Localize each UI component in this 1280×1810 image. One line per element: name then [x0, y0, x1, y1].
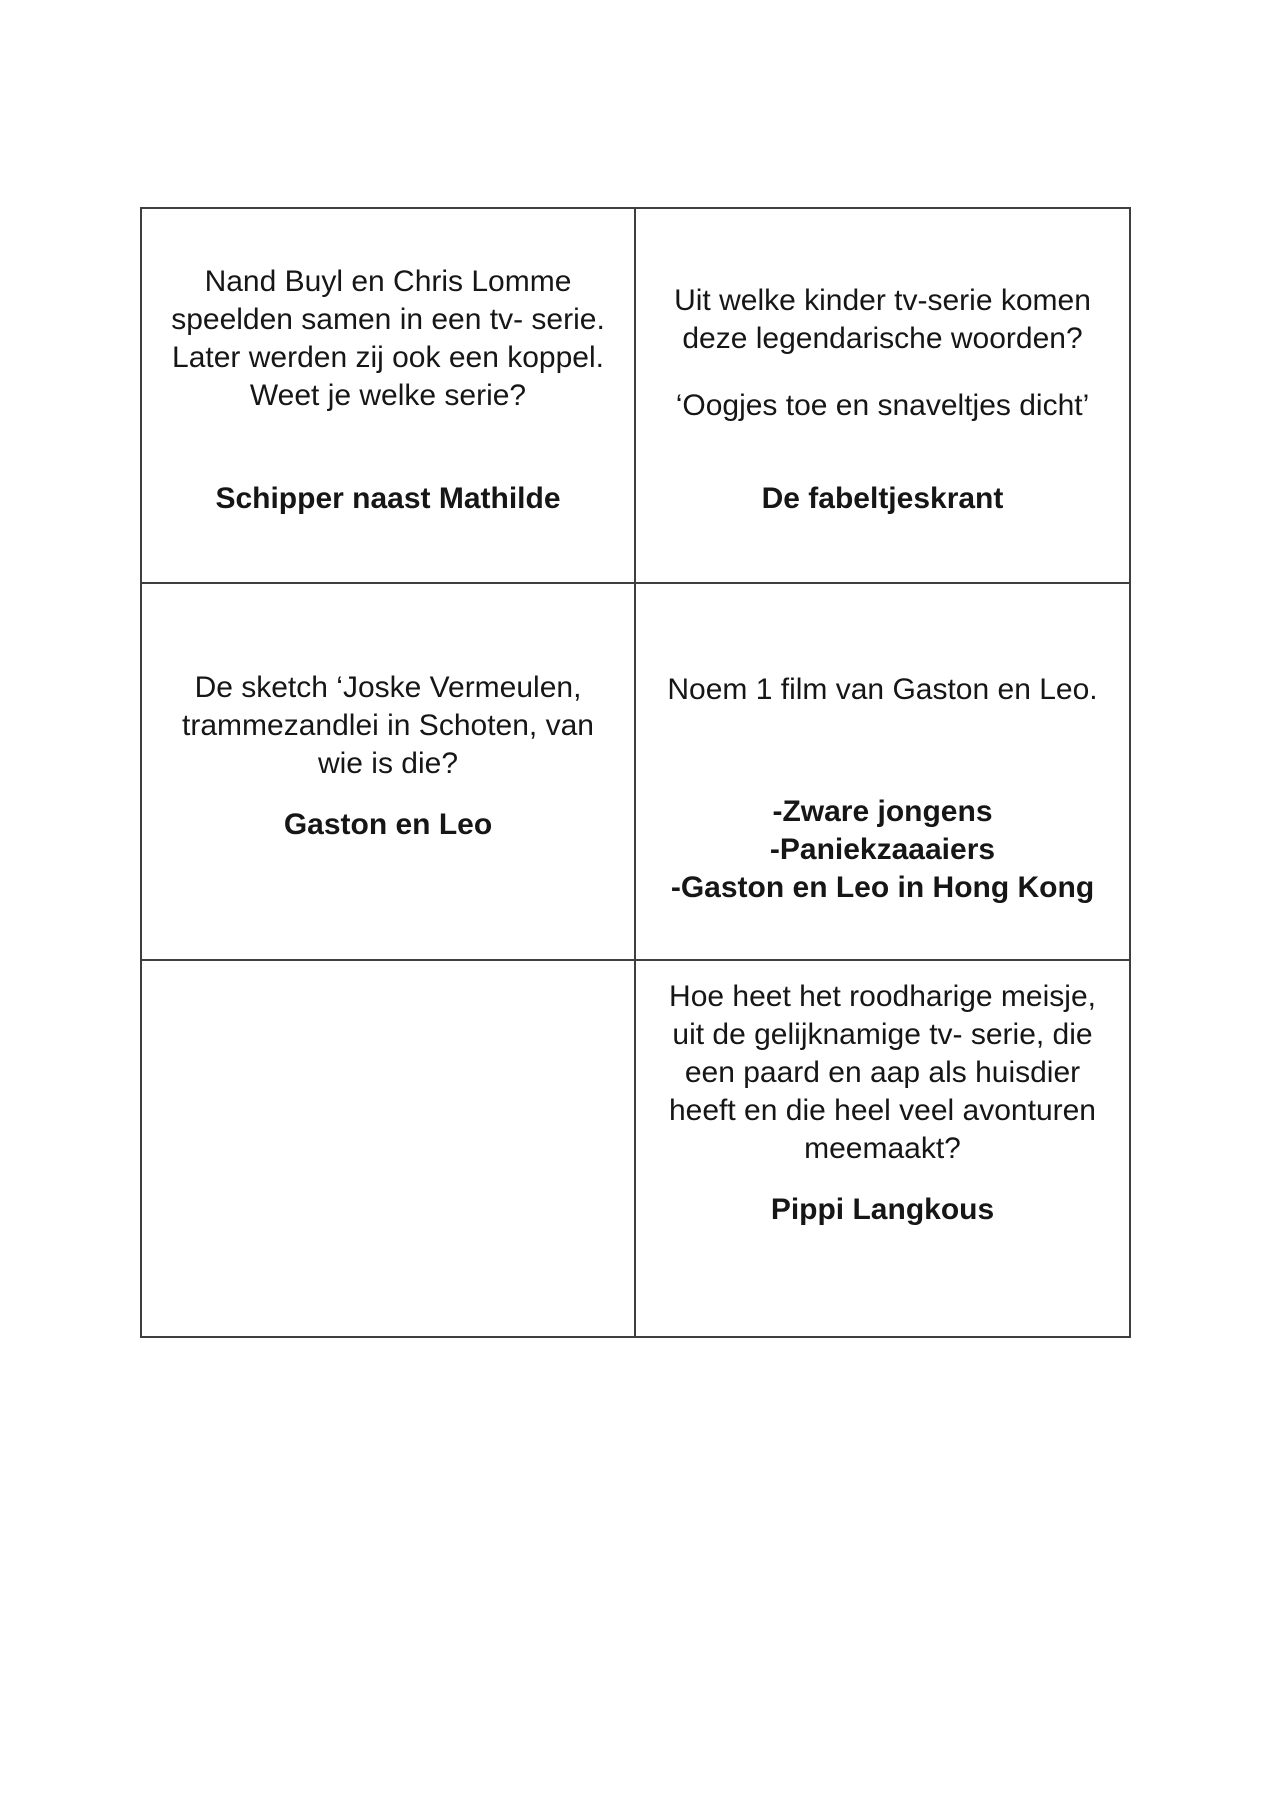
question-block: [674, 282, 1091, 358]
question-line: deze legendarische woorden?: [682, 322, 1083, 355]
quote-block: [676, 387, 1090, 425]
answer-block: [762, 480, 1004, 518]
question-line: Noem 1 film van Gaston en Leo.: [667, 673, 1098, 706]
question-line: Later werden zij ook een koppel.: [172, 341, 604, 374]
question-line: Weet je welke serie?: [249, 379, 527, 412]
quiz-cell-empty: [142, 961, 636, 1336]
answer-block: [215, 480, 560, 518]
question-line: De sketch ‘Joske Vermeulen,: [194, 671, 582, 704]
answer-line: Gaston en Leo: [283, 808, 493, 841]
question-line: Hoe heet het roodharige meisje,: [669, 980, 1096, 1013]
quote-line: ‘Oogjes toe en snaveltjes dicht’: [675, 389, 1090, 422]
question-line: speelden samen in een tv- serie.: [171, 303, 605, 336]
answer-block: [771, 1191, 994, 1229]
answer-block: [671, 793, 1094, 907]
quiz-card-table: [140, 207, 1131, 1338]
answer-line: Schipper naast Mathilde: [215, 482, 561, 515]
question-line: trammezandlei in Schoten, van: [182, 709, 594, 742]
question-line: een paard en aap als huisdier: [684, 1056, 1081, 1089]
answer-line: -Zware jongens: [772, 795, 993, 828]
question-line: heeft en die heel veel avonturen: [669, 1094, 1096, 1127]
answer-line: De fabeltjeskrant: [761, 482, 1004, 515]
answer-line: -Gaston en Leo in Hong Kong: [670, 871, 1095, 904]
question-line: uit de gelijknamige tv- serie, die: [672, 1018, 1093, 1051]
quiz-cell-de-fabeltjeskrant: [636, 209, 1129, 584]
answer-line: -Paniekzaaaiers: [769, 833, 996, 866]
question-line: wie is die?: [317, 747, 459, 780]
question-line: meemaakt?: [804, 1132, 961, 1165]
quiz-cell-gaston-en-leo: [142, 584, 636, 961]
question-line: Uit welke kinder tv-serie komen: [674, 284, 1091, 317]
question-block: [171, 263, 605, 415]
quiz-cell-pippi-langkous: [636, 961, 1129, 1336]
question-block: [669, 978, 1096, 1168]
question-block: [667, 671, 1097, 709]
quiz-cell-schipper-naast-mathilde: [142, 209, 636, 584]
quiz-cell-gaston-en-leo-films: [636, 584, 1129, 961]
answer-line: Pippi Langkous: [770, 1193, 995, 1226]
question-block: [182, 669, 594, 783]
answer-block: [284, 806, 492, 844]
question-line: Nand Buyl en Chris Lomme: [204, 265, 572, 298]
